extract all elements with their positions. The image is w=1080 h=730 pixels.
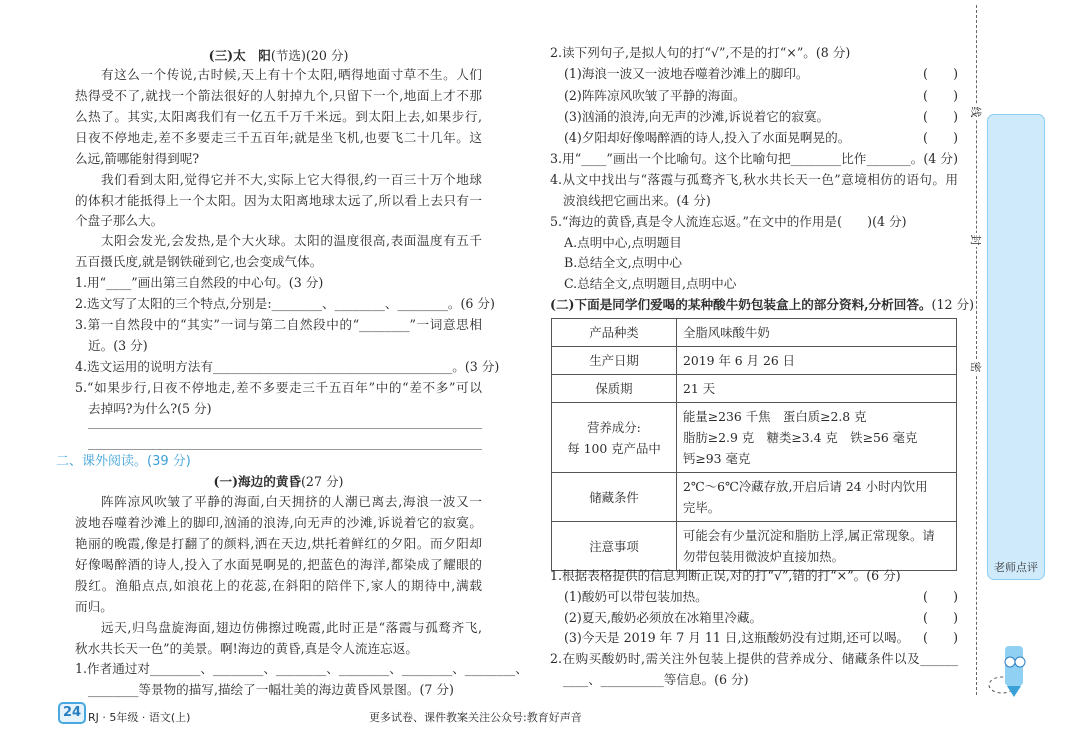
question-3: 3.第一自然段中的“其实”一词与第二自然段中的“________”一词意思相: [75, 317, 482, 332]
question-3-cont: 近。(3 分): [88, 338, 148, 353]
option-c[interactable]: C.总结全文,点明题目,点明中心: [564, 276, 737, 291]
answer-bracket[interactable]: ( ): [922, 610, 958, 625]
passage-line: 个盘子那么大。: [75, 213, 164, 228]
question-4-cont: 波浪线把它画出来。(4 分): [563, 193, 711, 208]
passage-line: 日夜不停地走,差不多要走三千五百年;就是坐飞机,也要飞二十几年。这: [75, 130, 482, 145]
passage-line: 有这么一个传说,古时候,天上有十个太阳,晒得地面寸草不生。人们: [101, 67, 482, 82]
table-value: 全脂风味酸牛奶: [677, 319, 957, 347]
table-value: 2℃～6℃冷藏存放,开启后请 24 小时内饮用 完毕。: [677, 473, 957, 522]
answer-line[interactable]: [88, 428, 482, 429]
passage-line: 五百摄氏度,就是钢铁碰到它,也会变成气体。: [75, 254, 323, 269]
table-question-2: 2.在购买酸奶时,需关注外包装上提供的营养成分、储藏条件以及______: [550, 651, 958, 666]
question-5: 5.“如果步行,日夜不停地走,差不多要走三千五百年”中的“差不多”可以: [75, 380, 482, 395]
question-1-cont: ________等景物的描写,描绘了一幅壮美的海边黄昏风景图。(7 分): [88, 682, 454, 697]
seal-label: 密: [969, 361, 982, 373]
table-key: 注意事项: [552, 522, 677, 571]
judge-item: (4)夕阳却好像喝醉酒的诗人,投入了水面晃啊晃的。 ( ): [564, 130, 958, 145]
pencil-mascot-icon: [980, 640, 1050, 700]
judge-item: (3)今天是 2019 年 7 月 11 日,这瓶酸奶没有过期,还可以喝。 ( ): [564, 630, 958, 645]
question-2: 2.读下列句子,是拟人句的打“√”,不是的打“×”。(8 分): [550, 45, 851, 60]
passage-line: 而归。: [75, 599, 113, 614]
table-value: 2019 年 6 月 26 日: [677, 347, 957, 375]
passage-line: 么远,箭哪能射得到呢?: [75, 151, 200, 166]
question-3: 3.用“____”画出一个比喻句。这个比喻句把________比作_______。(4 分): [550, 151, 958, 166]
seal-label: 线: [969, 106, 982, 118]
passage-line: 艳丽的晚霞,像是打翻了的颜料,洒在天边,烘托着鲜红的夕阳。而夕阳却: [75, 536, 482, 551]
table-row: [552, 473, 957, 522]
answer-bracket[interactable]: ( ): [922, 66, 958, 81]
passage-2-title: (二)下面是同学们爱喝的某种酸牛奶包装盒上的部分资料,分析回答。(12 分): [550, 297, 974, 312]
book-label: RJ · 5年级 · 语文(上): [88, 711, 191, 724]
table-row: [552, 375, 957, 403]
passage-line: 的体积才能抵得上一个太阳。因为太阳离地球太远了,所以看上去只有一: [75, 193, 482, 208]
yogurt-info-table: [551, 318, 957, 571]
question-4: 4.从文中找出与“落霞与孤鹜齐飞,秋水共长天一色”意境相仿的语句。用: [550, 172, 958, 187]
answer-bracket[interactable]: ( ): [922, 88, 958, 103]
table-key: 产品种类: [552, 319, 677, 347]
table-question-2-cont: ____、__________等信息。(6 分): [563, 672, 749, 687]
judge-item: (1)海浪一波又一波地吞噬着沙滩上的脚印。 ( ): [564, 66, 958, 81]
question-5-cont: 去掉吗?为什么?(5 分): [88, 401, 212, 416]
answer-bracket[interactable]: ( ): [922, 589, 958, 604]
seal-label: 封: [969, 234, 982, 246]
passage-line: 么热了。其实,太阳离我们有一亿五千万千米远。到太阳上去,如果步行,: [75, 109, 482, 124]
passage-line: 秋水共长天一色”的美景。啊!海边的黄昏,真是令人流连忘返。: [75, 641, 418, 656]
judge-item: (2)夏天,酸奶必须放在冰箱里冷藏。 ( ): [564, 610, 958, 625]
passage-line: 太阳会发光,会发热,是个大火球。太阳的温度很高,表面温度有五千: [101, 233, 482, 248]
passage-line: 波地吞噬着沙滩上的脚印,汹涌的浪涛,向无声的沙滩,诉说着它的寂寞。: [75, 515, 482, 530]
table-key: 储藏条件: [552, 473, 677, 522]
passage-line: 我们看到太阳,觉得它并不大,实际上它大得很,约一百三十万个地球: [101, 172, 482, 187]
question-4: 4.选文运用的说明方法有______________________________________。(3 分): [75, 359, 500, 374]
table-row: [552, 522, 957, 571]
passage-line: 远天,归鸟盘旋海面,翅边仿佛擦过晚霞,此时正是“落霞与孤鹜齐飞,: [101, 620, 482, 635]
table-question-1: 1.根据表格提供的信息判断正误,对的打“√”,错的打“×”。(6 分): [550, 568, 901, 583]
answer-line[interactable]: [88, 449, 482, 450]
table-value: 能量≥236 千焦 蛋白质≥2.8 克 脂肪≥2.9 克 糖类≥3.4 克 铁≥56 毫克 钙≥93 毫克: [677, 403, 957, 473]
page-number: 24: [58, 702, 86, 724]
table-row: [552, 319, 957, 347]
passage-line: 殷红。渔船点点,如浪花上的花蕊,在斜阳的陪伴下,家人的期待中,满载: [75, 578, 482, 593]
passage-3-title: (三)太 阳(节选)(20 分): [208, 48, 349, 63]
answer-bracket[interactable]: ( ): [922, 109, 958, 124]
table-key: 营养成分: 每 100 克产品中: [552, 403, 677, 473]
passage-1-title: (一)海边的黄昏(27 分): [213, 474, 344, 489]
question-5: 5.“海边的黄昏,真是令人流连忘返。”在文中的作用是( )(4 分): [550, 214, 907, 229]
option-b[interactable]: B.总结全文,点明中心: [564, 255, 683, 270]
table-key: 生产日期: [552, 347, 677, 375]
teacher-comment-label: 老师点评: [994, 561, 1038, 574]
table-row: [552, 347, 957, 375]
section-2-heading: 二、课外阅读。(39 分): [56, 454, 191, 469]
table-row: [552, 403, 957, 473]
passage-line: 阵阵凉风吹皱了平静的海面,白天拥挤的人潮已离去,海浪一波又一: [101, 494, 482, 509]
passage-line: 热得受不了,就找一个箭法很好的人射掉九个,只留下一个,地面上才不那: [75, 88, 482, 103]
question-1: 1.作者通过对________、________、________、________、________、________、: [75, 661, 528, 676]
teacher-comment-box[interactable]: [987, 114, 1045, 580]
table-key: 保质期: [552, 375, 677, 403]
answer-bracket[interactable]: ( ): [922, 130, 958, 145]
question-1: 1.用“____”画出第三自然段的中心句。(3 分): [75, 275, 324, 290]
question-2: 2.选文写了太阳的三个特点,分别是:________、________、________。(6 分): [75, 296, 495, 311]
footer-notice: 更多试卷、课件教案关注公众号:教育好声音: [369, 711, 582, 724]
table-value: 可能会有少量沉淀和脂肪上浮,属正常现象。请 勿带包装用微波炉直接加热。: [677, 522, 957, 571]
answer-bracket[interactable]: ( ): [922, 630, 958, 645]
table-value: 21 天: [677, 375, 957, 403]
option-a[interactable]: A.点明中心,点明题目: [564, 235, 682, 250]
judge-item: (1)酸奶可以带包装加热。 ( ): [564, 589, 958, 604]
judge-item: (2)阵阵凉风吹皱了平静的海面。 ( ): [564, 88, 958, 103]
judge-item: (3)汹涌的浪涛,向无声的沙滩,诉说着它的寂寞。 ( ): [564, 109, 958, 124]
passage-line: 好像喝醉酒的诗人,投入了水面晃啊晃的,把蓝色的海洋,都染成了耀眼的: [75, 557, 482, 572]
